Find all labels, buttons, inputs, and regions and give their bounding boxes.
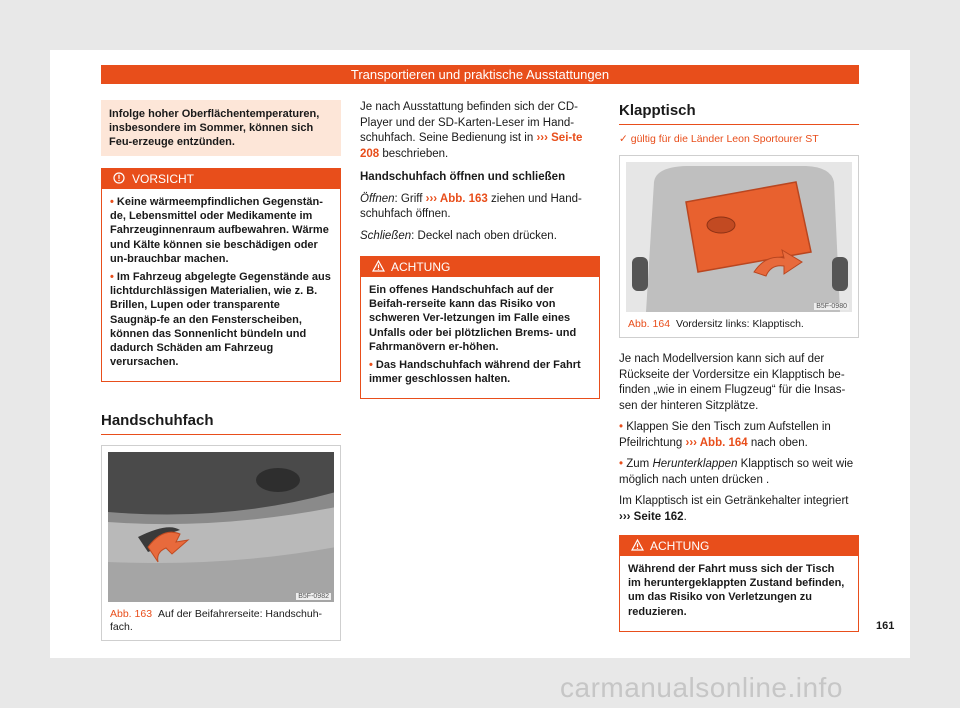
warning-text: Während der Fahrt muss sich der Tisch im heruntergeklappten Zustand befinden, um das Risiko von Verletzungen zu reduzieren. xyxy=(628,563,845,618)
warning-triangle-icon xyxy=(630,536,644,556)
warning-text: Ein offenes Handschuhfach auf der Beifah-rerseite kann das Risiko von schweren Ver-letzungen im Falle eines Unfalls oder bei plötzlichen Brems- und Fahrmanövern er-höhen. xyxy=(369,284,577,353)
warning-label: ACHTUNG xyxy=(391,260,451,274)
warning-triangle-icon xyxy=(371,257,385,277)
caution-box xyxy=(101,168,341,382)
figure-reference-link[interactable]: ››› Abb. 164 xyxy=(685,436,748,449)
caution-body xyxy=(102,189,340,381)
column-3 xyxy=(619,100,859,632)
section-title-handschuhfach: Handschuhfach xyxy=(101,412,341,435)
warning-body xyxy=(361,277,599,398)
warning-header xyxy=(361,257,599,277)
figure-code: B5F-0980 xyxy=(816,303,847,310)
page-reference-link[interactable]: ››› Sei-te 208 xyxy=(360,132,583,160)
caution-header xyxy=(102,169,340,189)
figure-164 xyxy=(619,155,859,338)
page-header: Transportieren und praktische Ausstattungen xyxy=(101,65,859,84)
intro-paragraph: Je nach Ausstattung befinden sich der CD-Player und der SD-Karten-Leser im Hand-schuhfach. Seine Bedienung ist in ››› Sei-te 208 beschrieben. xyxy=(360,101,583,160)
column-2 xyxy=(360,100,600,399)
column-1 xyxy=(101,100,341,641)
warning-continuation: Infolge hoher Oberflächentemperaturen, insbesondere im Sommer, können sich Feu-erzeuge entzünden. xyxy=(101,100,341,156)
figure-reference-link[interactable]: ››› Abb. 163 xyxy=(425,192,488,205)
figure-caption: Abb. 164 Vordersitz links: Klapptisch. xyxy=(628,318,804,330)
checkmark-icon: ✓ xyxy=(619,133,628,145)
open-instruction: Öffnen: Griff ››› Abb. 163 ziehen und Hand-schuhfach öffnen. xyxy=(360,192,582,220)
warning-label: ACHTUNG xyxy=(650,539,710,553)
section-title-klapptisch: Klapptisch xyxy=(619,100,859,125)
warning-header xyxy=(620,536,858,556)
info-circle-icon xyxy=(112,169,126,189)
watermark: carmanualsonline.info xyxy=(560,672,843,703)
list-item: • Zum Herunterklappen Klapptisch so weit wie möglich nach unten drücken . xyxy=(619,458,854,486)
list-item: • Das Handschuhfach während der Fahrt immer geschlossen halten. xyxy=(369,359,581,386)
figure-caption: Abb. 163 Auf der Beifahrerseite: Handschuh-fach. xyxy=(110,608,323,634)
list-item: • Im Fahrzeug abgelegte Gegenstände aus lichtdurchlässigen Materialien, wie z. B. Brillen, Lupen oder transparente Saugnäp-fe an den Fensterscheiben, können das Sonnenlicht bündeln und dadurch Schäden am Fahrzeug verursachen. xyxy=(110,271,331,369)
list-item: • Klappen Sie den Tisch zum Aufstellen in Pfeilrichtung ››› Abb. 164 nach oben. xyxy=(619,421,831,449)
figure-163 xyxy=(101,445,341,641)
subheading: Handschuhfach öffnen und schließen xyxy=(360,171,566,183)
page-number: 161 xyxy=(876,620,895,632)
validity-note: ✓ gültig für die Länder Leon Sportourer ST xyxy=(619,133,819,145)
glovebox-image xyxy=(108,452,334,602)
folding-table-image xyxy=(626,162,852,312)
intro-paragraph: Je nach Modellversion kann sich auf der Rückseite der Vordersitze ein Klapptisch be-finden „wie in einem Flugzeug“ für die Insas-sen der hinteren Sitzplätze. xyxy=(619,353,846,412)
list-item: • Keine wärmeempfindlichen Gegenstän-de, Lebensmittel oder Medikamente im Fahrzeuginnenraum aufbewahren. Wärme und Kälte können sie beschädigen oder un-brauchbar machen. xyxy=(110,196,329,265)
caution-label: VORSICHT xyxy=(132,172,195,186)
figure-code: B5F-0982 xyxy=(298,593,329,601)
warning-body xyxy=(620,556,858,631)
warning-box xyxy=(619,535,859,632)
cupholder-paragraph: Im Klapptisch ist ein Getränkehalter integriert ››› Seite 162. xyxy=(619,495,849,523)
warning-box xyxy=(360,256,600,399)
close-instruction: Schließen: Deckel nach oben drücken. xyxy=(360,229,557,242)
page-reference-link[interactable]: ››› Seite 162 xyxy=(619,510,684,523)
